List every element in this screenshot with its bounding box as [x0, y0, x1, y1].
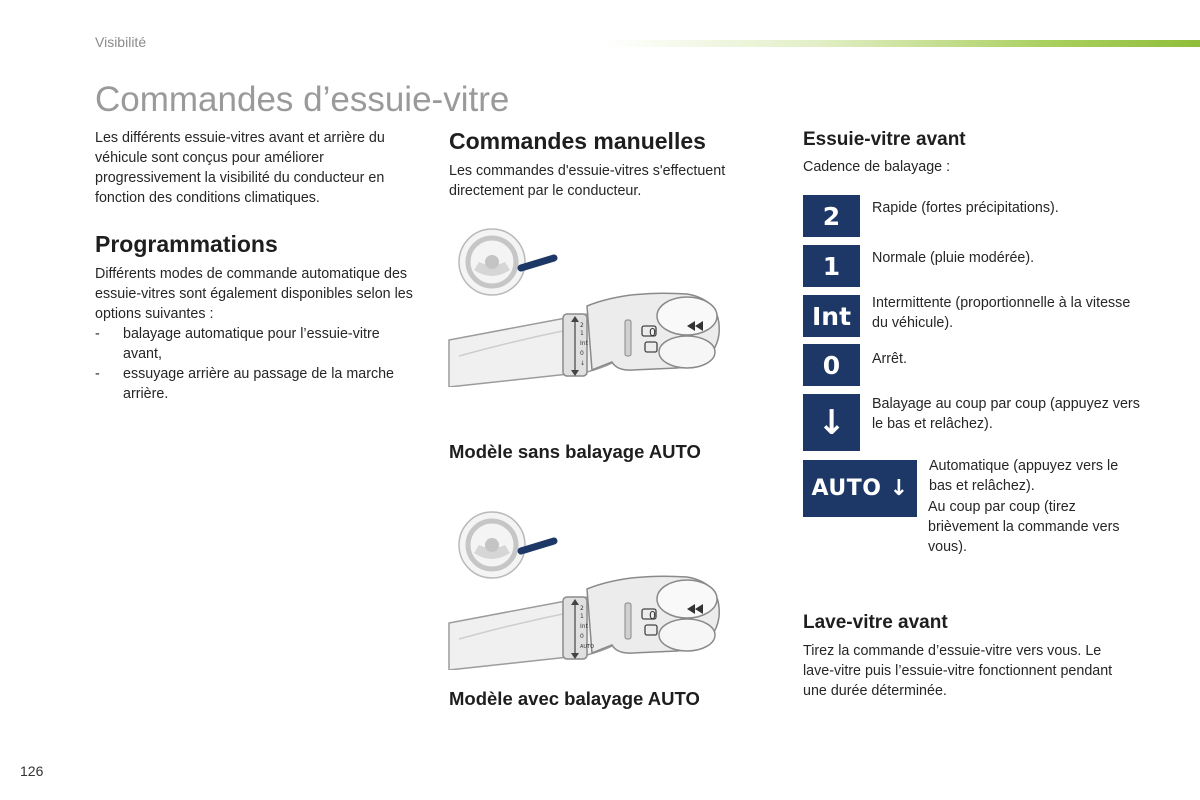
- off-icon: 0: [803, 344, 860, 386]
- stalk-mark: 0: [580, 633, 584, 640]
- stalk-mark: Int: [580, 340, 588, 347]
- caption-with-auto: Modèle avec balayage AUTO: [449, 688, 700, 709]
- stalk-mark: AUTO: [580, 644, 595, 650]
- single-wipe-description: Balayage au coup par coup (appuyez vers le bas et relâchez).: [872, 396, 1140, 432]
- stalk-mark: 1: [580, 613, 584, 620]
- list-item: - essuyage arrière au passage de la marche arrière.: [95, 364, 420, 404]
- list-item: - balayage automatique pour l’essuie-vitre avant,: [95, 324, 420, 364]
- lave-avant-heading: Lave-vitre avant: [803, 612, 948, 633]
- stalk-mark: Int: [580, 623, 588, 630]
- off-description: Arrêt.: [872, 351, 907, 367]
- stalk-highlight-icon: [521, 541, 554, 551]
- stalk-mark: 1: [580, 330, 584, 337]
- stalk-highlight-icon: [521, 258, 554, 268]
- speed-1-description: Normale (pluie modérée).: [872, 250, 1035, 266]
- steering-wheel-icon: [459, 229, 525, 295]
- speed-2-icon: 2: [803, 195, 860, 237]
- auto-description: Automatique (appuyez vers le bas et relâchez).: [929, 458, 1119, 494]
- essuie-avant-heading: Essuie-vitre avant: [803, 129, 966, 150]
- page-title: Commandes d’essuie-vitre: [95, 80, 510, 119]
- caption-without-auto: Modèle sans balayage AUTO: [449, 441, 701, 462]
- speed-1-icon: 1: [803, 245, 860, 287]
- programmations-heading: Programmations: [95, 231, 278, 257]
- speed-2-description: Rapide (fortes précipitations).: [872, 200, 1059, 216]
- stalk-mark: 2: [580, 605, 584, 612]
- intermittent-icon: Int: [803, 295, 860, 337]
- stalk-mark: 2: [580, 322, 584, 329]
- intro-text: Les différents essuie-vitres avant et arrière du véhicule sont conçus pour améliorer progressivement la visibilité du conducteur en fonction des conditions climatiques.: [95, 130, 385, 206]
- section-label: Visibilité: [95, 34, 147, 50]
- arrow-down-icon: ↓: [803, 394, 860, 451]
- auto-icon: AUTO ↓: [803, 460, 917, 517]
- programmations-list: [95, 324, 420, 404]
- lave-avant-text: Tirez la commande d’essuie-vitre vers vous. Le lave-vitre puis l’essuie-vitre fonctionnent pendant une durée déterminée.: [803, 643, 1113, 699]
- wiper-stalk-auto-illustration: [447, 505, 732, 670]
- stalk-mark: ↓: [580, 360, 586, 367]
- stalk-ring-label: 0: [649, 326, 656, 339]
- steering-wheel-icon: [459, 512, 525, 578]
- essuie-avant-subheading: Cadence de balayage :: [803, 159, 951, 175]
- intermittent-description: Intermittente (proportionnelle à la vitesse du véhicule).: [872, 295, 1131, 331]
- wiper-stalk-illustration: [447, 222, 732, 387]
- auto-single-description: Au coup par coup (tirez brièvement la commande vers vous).: [928, 499, 1120, 555]
- programmations-text: Différents modes de commande automatique des essuie-vitres sont également disponibles selon les options suivantes :: [95, 266, 413, 322]
- stalk-mark: 0: [580, 350, 584, 357]
- manuelles-text: Les commandes d'essuie-vitres s'effectuent directement par le conducteur.: [449, 163, 726, 199]
- page-number: 126: [20, 763, 44, 779]
- manuelles-heading: Commandes manuelles: [449, 128, 706, 154]
- stalk-ring-label: 0: [649, 609, 656, 622]
- header-bar: [605, 40, 1200, 47]
